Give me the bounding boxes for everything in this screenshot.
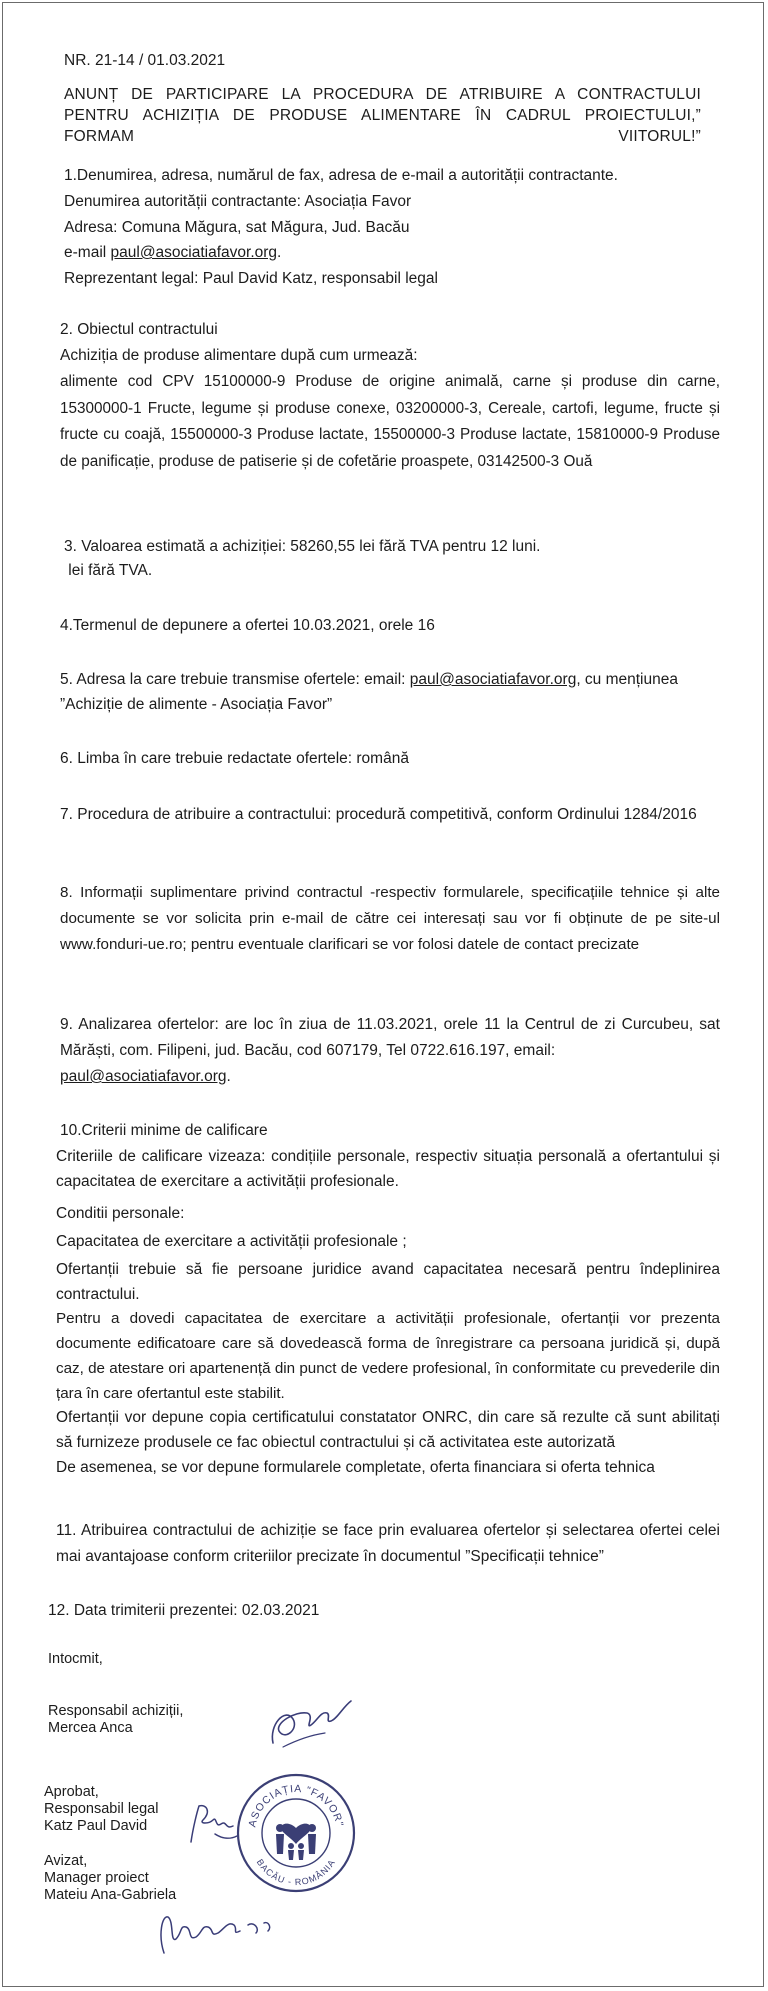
- authority-email-line: [64, 240, 704, 266]
- signatory-1-role: Responsabil achiziții,: [48, 1703, 184, 1719]
- signatory-2-role: Responsabil legal: [44, 1801, 159, 1817]
- section-10-p3: Capacitatea de exercitare a activității profesionale ;: [56, 1233, 407, 1250]
- section-2-intro: Achiziția de produse alimentare după cum urmează:: [60, 347, 418, 364]
- section-10-p4: Ofertanții trebuie să fie persoane juridice avand capacitatea necesară pentru îndeplinirea contractului.: [56, 1261, 720, 1303]
- signatory-3-name: Mateiu Ana-Gabriela: [44, 1887, 177, 1903]
- intocmit-label: Intocmit,: [48, 1651, 103, 1667]
- section-12-date: 12. Data trimiterii prezentei: 02.03.2021: [48, 1602, 320, 1619]
- section-9-analysis: 9. Analizarea ofertelor: are loc în ziua de 11.03.2021, orele 11 la Centrul de zi Curcubeu, sat Mărăști, com. Filipeni, jud. Bacău, cod 607179, Tel 0722.616.197, email:: [60, 1016, 720, 1059]
- signature-mercea-anca-icon: [255, 1685, 355, 1755]
- section-11-award: 11. Atribuirea contractului de achiziție se face prin evaluarea ofertelor și selectarea ofertei celei mai avantajoase conform criteriilor precizate în documentul ”Specificații tehnice”: [56, 1522, 720, 1565]
- signatory-3-role: Manager proiect: [44, 1870, 149, 1886]
- stamp-bottom-text: BACĂU - ROMÂNIA: [254, 1857, 338, 1888]
- section-10-p5: Pentru a dovedi capacitatea de exercitare a activității profesionale, ofertanții vor prezenta documente edificatoare care să dovedească forma de înregistrare ca persoana juridică și, după caz, de atestare ori apartenență din punct de vedere profesional, în conformitate cu prevederile din țara în care ofertantul este stabilit.: [56, 1310, 720, 1402]
- section-9-email-line: [60, 1064, 700, 1090]
- section-3-note: lei fără TVA.: [64, 562, 153, 579]
- section-3-value: 3. Valoarea estimată a achiziției: 58260,55 lei fără TVA pentru 12 luni.: [64, 538, 541, 555]
- section-6-language: 6. Limba în care trebuie redactate ofertele: română: [60, 750, 409, 767]
- section-10-p1: Criteriile de calificare vizeaza: condițiile personale, respectiv situația personală a ofertantului și capacitatea de exercitare a activității profesionale.: [56, 1148, 720, 1190]
- email-label: e-mail: [64, 244, 111, 261]
- section-5-text-after: , cu mențiunea: [576, 671, 678, 688]
- section-10-heading: 10.Criterii minime de calificare: [60, 1122, 268, 1139]
- svg-text:ASOCIAȚIA "FAVOR": [246, 1783, 345, 1828]
- authority-email-link[interactable]: paul@asociatiafavor.org: [110, 244, 278, 261]
- section-5-text: 5. Adresa la care trebuie transmise ofertele: email:: [60, 671, 410, 688]
- authority-address: Adresa: Comuna Măgura, sat Măgura, Jud. Bacău: [64, 219, 410, 236]
- section-4-deadline: 4.Termenul de depunere a ofertei 10.03.2021, orele 16: [60, 617, 435, 634]
- section-8-info: 8. Informații suplimentare privind contractul -respectiv formularele, specificațiile tehnice și alte documente se vor solicita prin e-mail de către cei interesați sau vor fi obținute de pe site-ul www.fonduri-ue.ro; pentru eventuale clarificari se vor folosi datele de contact precizate: [60, 884, 720, 953]
- section-9-email-suffix: .: [226, 1068, 231, 1085]
- section-10-p6: Ofertanții vor depune copia certificatului constatator ONRC, din care să rezulte că sunt abilitați să furnizeze produsele ce fac obiectul contractului și că activitatea este autorizată: [56, 1409, 720, 1451]
- signatory-2-name: Katz Paul David: [44, 1818, 148, 1834]
- email-suffix: .: [277, 244, 282, 261]
- section-7-procedure: 7. Procedura de atribuire a contractului: procedură competitivă, conform Ordinului 1284/2016: [60, 806, 697, 823]
- avizat-label: Avizat,: [44, 1853, 88, 1869]
- section-2-heading: 2. Obiectul contractului: [60, 321, 218, 338]
- section-10-p7: De asemenea, se vor depune formularele completate, oferta financiara si oferta tehnica: [56, 1459, 655, 1476]
- authority-name: Denumirea autorității contractante: Asociația Favor: [64, 193, 412, 210]
- announcement-title: ANUNȚ DE PARTICIPARE LA PROCEDURA DE ATRIBUIRE A CONTRACTULUI PENTRU ACHIZIȚIA DE PRODUSE ALIMENTARE ÎN CADRUL PROIECTULUI,” FORMAM VIITORUL!”: [64, 86, 701, 145]
- signatory-1-name: Mercea Anca: [48, 1720, 133, 1736]
- stamp-top-text: ASOCIAȚIA "FAVOR": [246, 1782, 346, 1829]
- section-5-mention: ”Achiziție de alimente - Asociația Favor”: [60, 696, 333, 713]
- section-1-heading: 1.Denumirea, adresa, numărul de fax, adresa de e-mail a autorității contractante.: [64, 167, 618, 184]
- section-9-email-link[interactable]: paul@asociatiafavor.org: [60, 1068, 227, 1085]
- approved-label: Aprobat,: [44, 1784, 99, 1800]
- organization-stamp-icon: [233, 1770, 359, 1896]
- section-5-address-line: [60, 667, 730, 693]
- section-10-p2: Conditii personale:: [56, 1205, 185, 1222]
- document-number: NR. 21-14 / 01.03.2021: [64, 52, 226, 69]
- legal-representative: Reprezentant legal: Paul David Katz, responsabil legal: [64, 270, 438, 287]
- signature-mateiu-icon: [150, 1895, 300, 1965]
- section-5-email-link[interactable]: paul@asociatiafavor.org: [409, 671, 577, 688]
- section-2-details: alimente cod CPV 15100000-9 Produse de origine animală, carne și produse din carne, 15300000-1 Fructe, legume și produse conexe, 03200000-3, Cereale, cartofi, legume, fructe și fructe cu coajă, 15500000-3 Produse lactate, 15500000-3 Produse lactate, 15810000-9 Produse de panificație, produse de patiserie și de cofetărie proaspete, 03142500-3 Ouă: [60, 373, 720, 470]
